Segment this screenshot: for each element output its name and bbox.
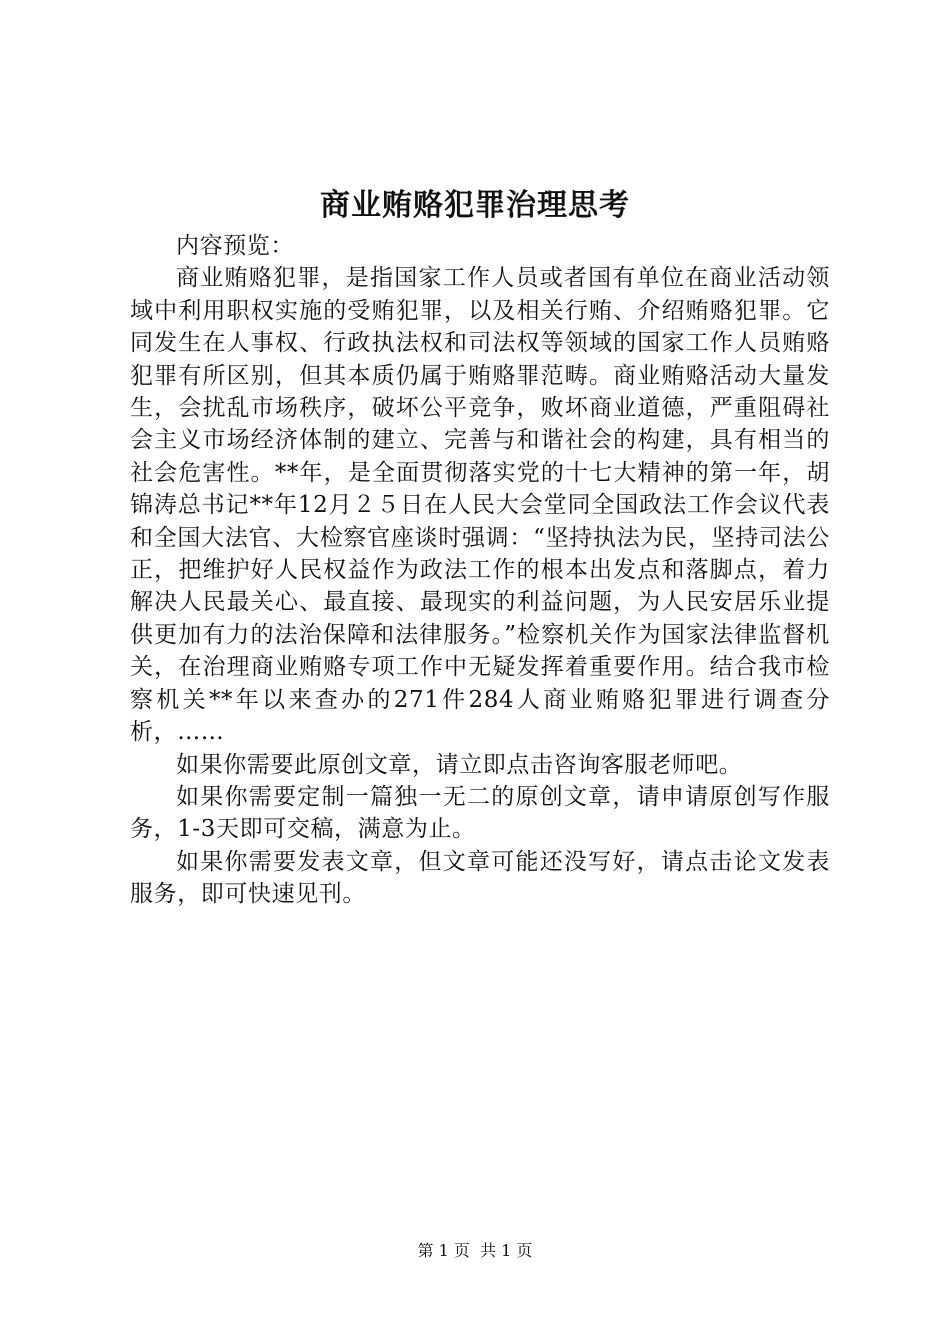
custom-writing-paragraph: 如果你需要定制一篇独一无二的原创文章，请申请原创写作服务，1-3天即可交稿，满意为止。 xyxy=(130,783,830,843)
page-footer xyxy=(0,1241,950,1261)
page-total: 共 1 页 xyxy=(480,1241,533,1260)
consult-paragraph: 如果你需要此原创文章，请立即点击咨询客服老师吧。 xyxy=(176,751,743,778)
document-title: 商业贿赂犯罪治理思考 xyxy=(320,188,630,223)
preview-label: 内容预览： xyxy=(176,233,294,259)
abstract-paragraph: 商业贿赂犯罪，是指国家工作人员或者国有单位在商业活动领域中利用职权实施的受贿犯罪，以及相关行贿、介绍贿赂犯罪。它同发生在人事权、行政执法权和司法权等领域的国家工作人员贿赂犯罪有所区别，但其本质仍属于贿赂罪范畴。商业贿赂活动大量发生，会扰乱市场秩序，破坏公平竞争，败坏商业道德，严重阻碍社会主义市场经济体制的建立、完善与和谐社会的构建，具有相当的社会危害性。**年，是全面贯彻落实党的十七大精神的第一年，胡锦涛总书记**年12月２５日在人民大会堂同全国政法工作会议代表和全国大法官、大检察官座谈时强调：“坚持执法为民，坚持司法公正，把维护好人民权益作为政法工作的根本出发点和落脚点，着力解决人民最关心、最直接、最现实的利益问题，为人民安居乐业提供更加有力的法治保障和法律服务。”检察机关作为国家法律监督机关，在治理商业贿赂专项工作中无疑发挥着重要作用。结合我市检察机关**年以来查办的271件284人商业贿赂犯罪进行调查分析，…… xyxy=(130,265,830,746)
publish-service-paragraph: 如果你需要发表文章，但文章可能还没写好，请点击论文发表服务，即可快速见刊。 xyxy=(130,848,830,908)
document-body xyxy=(130,230,830,911)
page-number: 第 1 页 xyxy=(417,1241,470,1260)
